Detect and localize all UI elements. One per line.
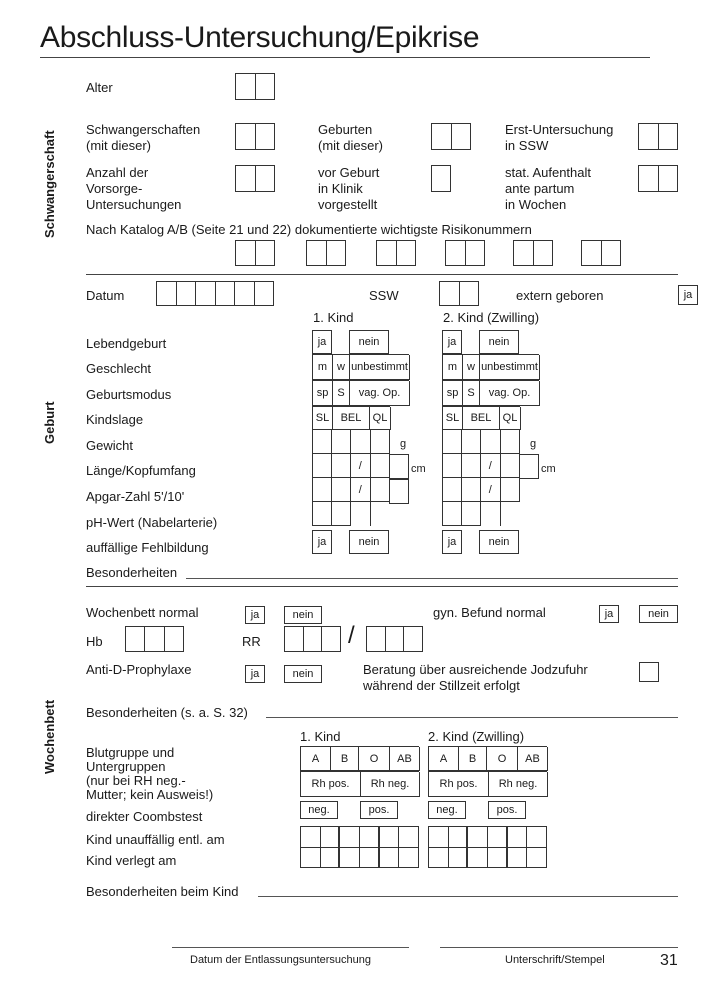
hb-label: Hb (86, 634, 103, 649)
kind1-laenge-extra[interactable] (389, 454, 409, 479)
kind2-laenge-extra[interactable] (519, 454, 539, 479)
datum-entlassung-line[interactable] (172, 947, 409, 948)
kind2-apgar-slash: / (481, 478, 501, 502)
kind1-messwerte[interactable] (312, 430, 390, 526)
kind1-s[interactable]: S (333, 381, 350, 406)
wb-kind2-bg-a[interactable]: A (429, 747, 459, 771)
unauffaellig-label: Kind unauffällig entl. am (86, 832, 225, 847)
ph-wert-label: pH-Wert (Nabelarterie) (86, 515, 218, 530)
kind1-laenge-unit: cm (411, 463, 426, 475)
wb-kind2-blutgruppe[interactable] (428, 746, 547, 771)
schwangerschaften-label: Schwangerschaften (mit dieser) (86, 122, 201, 153)
section-label-wochenbett: Wochenbett (42, 699, 57, 774)
besonderheiten-wochenbett-label: Besonderheiten (s. a. S. 32) (86, 705, 248, 720)
wb-kind2-bg-ab[interactable]: AB (518, 747, 548, 771)
besonderheiten-wochenbett-line[interactable] (266, 717, 678, 718)
wb-kind1-coombs-pos[interactable]: pos. (360, 801, 398, 819)
gyn-befund-ja[interactable]: ja (599, 605, 619, 623)
unterschrift-line[interactable] (440, 947, 678, 948)
vor-geburt-label: vor Geburt in Klinik vorgestellt (318, 165, 380, 212)
kind1-lebend-ja[interactable]: ja (312, 330, 332, 354)
wb-kind2-datum-grid[interactable] (428, 826, 547, 868)
extern-ja-checkbox[interactable]: ja (678, 285, 698, 305)
gyn-befund-nein[interactable]: nein (639, 605, 678, 623)
section-label-geburt: Geburt (42, 401, 57, 444)
alter-label: Alter (86, 80, 113, 95)
kind2-geschlecht[interactable] (442, 354, 539, 380)
wb-kind2-bg-b[interactable]: B (459, 747, 487, 771)
wb-kind2-rh[interactable] (428, 771, 547, 797)
kind1-apgar-slash: / (351, 478, 371, 502)
kind1-geschlecht[interactable] (312, 354, 409, 380)
besonderheiten-geburt-label: Besonderheiten (86, 565, 178, 580)
coombstest-label: direkter Coombstest (86, 809, 203, 824)
laenge-kopfumfang-label: Länge/Kopfumfang (86, 463, 196, 478)
beratung-jod-checkbox[interactable] (639, 662, 659, 682)
kind2-geburtsmodus[interactable] (442, 380, 539, 406)
alter-field[interactable] (235, 73, 275, 100)
lebendgeburt-label: Lebendgeburt (86, 336, 167, 351)
stat-aufenthalt-label: stat. Aufenthalt ante partum in Wochen (505, 165, 592, 212)
beratung-jod-label: Beratung über ausreichende Jodzufuhr während der Stillzeit erfolgt (363, 662, 588, 693)
hb-field[interactable] (125, 626, 184, 652)
kind1-fehlbildung-nein[interactable]: nein (349, 530, 389, 554)
kind2-s[interactable]: S (463, 381, 480, 406)
risikonummer-field-6[interactable] (581, 240, 621, 266)
kind1-kindslage[interactable] (312, 406, 390, 430)
wb-kind1-blutgruppe[interactable] (300, 746, 419, 771)
wb-kind1-bg-o[interactable]: O (359, 747, 390, 771)
wb-kind1-header: 1. Kind (300, 729, 341, 744)
title-rule (40, 57, 650, 58)
anti-d-label: Anti-D-Prophylaxe (86, 662, 192, 677)
anti-d-nein[interactable]: nein (284, 665, 322, 683)
wb-kind2-coombs-pos[interactable]: pos. (488, 801, 526, 819)
verlegt-label: Kind verlegt am (86, 853, 177, 868)
kind2-ql[interactable]: QL (500, 407, 521, 430)
wb-kind1-bg-b[interactable]: B (331, 747, 359, 771)
anti-d-ja[interactable]: ja (245, 665, 265, 683)
wb-kind1-rh-neg[interactable]: Rh neg. (361, 772, 420, 797)
page-number: 31 (660, 952, 678, 969)
kind1-sl[interactable]: SL (313, 407, 333, 430)
kind1-sp[interactable]: sp (313, 381, 333, 406)
kind1-fehlbildung-ja[interactable]: ja (312, 530, 332, 554)
rr-systolic-field[interactable] (284, 626, 341, 652)
rr-label: RR (242, 634, 261, 649)
kind2-laenge-unit: cm (541, 463, 556, 475)
risikonummer-field-2[interactable] (306, 240, 346, 266)
kind2-w[interactable]: w (463, 355, 480, 380)
rr-diastolic-field[interactable] (366, 626, 423, 652)
wb-kind1-bg-ab[interactable]: AB (390, 747, 420, 771)
kind2-messwerte[interactable] (442, 430, 520, 526)
gyn-befund-label: gyn. Befund normal (433, 605, 546, 620)
geschlecht-label: Geschlecht (86, 361, 152, 376)
wb-kind2-coombs-neg[interactable]: neg. (428, 801, 466, 819)
kind1-w[interactable]: w (333, 355, 350, 380)
anzahl-vorsorge-field[interactable] (235, 165, 275, 192)
wb-kind1-bg-a[interactable]: A (301, 747, 331, 771)
kind1-gewicht-unit: g (400, 438, 407, 450)
wb-kind2-header: 2. Kind (Zwilling) (428, 729, 525, 744)
wochenbett-normal-nein[interactable]: nein (284, 606, 322, 624)
kind2-sp[interactable]: sp (443, 381, 463, 406)
datum-field[interactable] (156, 281, 274, 306)
kind2-m[interactable]: m (443, 355, 463, 380)
wb-kind1-coombs-neg[interactable]: neg. (300, 801, 338, 819)
katalog-label: Nach Katalog A/B (Seite 21 und 22) dokumentierte wichtigste Risikonummern (86, 222, 532, 237)
kind2-laenge-slash: / (481, 454, 501, 478)
ssw-field[interactable] (439, 281, 479, 306)
kindslage-label: Kindslage (86, 412, 144, 427)
kind1-vag[interactable]: vag. Op. (350, 381, 410, 406)
wb-kind2-bg-o[interactable]: O (487, 747, 518, 771)
section-divider-2 (86, 586, 678, 587)
besonderheiten-kind-line[interactable] (258, 896, 678, 897)
wb-kind1-rh[interactable] (300, 771, 419, 797)
kind1-lebend-nein[interactable]: nein (349, 330, 389, 354)
stat-aufenthalt-field[interactable] (638, 165, 678, 192)
kind2-kindslage[interactable] (442, 406, 520, 430)
kind2-fehlbildung-ja[interactable]: ja (442, 530, 462, 554)
risikonummer-field-3[interactable] (376, 240, 416, 266)
datum-label: Datum (86, 288, 125, 303)
erst-untersuchung-label: Erst-Untersuchung in SSW (505, 122, 614, 153)
kind2-vag[interactable]: vag. Op. (480, 381, 540, 406)
wb-kind2-rh-neg[interactable]: Rh neg. (489, 772, 548, 797)
kind2-unbestimmt[interactable]: unbestimmt (480, 355, 540, 380)
geburten-label: Geburten (mit dieser) (318, 122, 384, 153)
geburtsmodus-label: Geburtsmodus (86, 387, 172, 402)
datum-entlassung-label: Datum der Entlassungsuntersuchung (190, 954, 371, 966)
besonderheiten-kind-label: Besonderheiten beim Kind (86, 884, 239, 899)
wochenbett-normal-ja[interactable]: ja (245, 606, 265, 624)
risikonummer-field-1[interactable] (235, 240, 275, 266)
risikonummer-field-4[interactable] (445, 240, 485, 266)
wb-kind1-rh-pos[interactable]: Rh pos. (301, 772, 361, 797)
kind2-fehlbildung-nein[interactable]: nein (479, 530, 519, 554)
kind1-laenge-slash: / (351, 454, 371, 478)
unterschrift-label: Unterschrift/Stempel (505, 954, 605, 966)
rr-slash: / (348, 622, 355, 649)
apgar-label: Apgar-Zahl 5'/10' (86, 489, 185, 504)
wb-kind2-rh-pos[interactable]: Rh pos. (429, 772, 489, 797)
kind1-unbestimmt[interactable]: unbestimmt (350, 355, 410, 380)
kind2-lebend-nein[interactable]: nein (479, 330, 519, 354)
schwangerschaften-field[interactable] (235, 123, 275, 150)
vor-geburt-checkbox[interactable] (431, 165, 451, 192)
extern-geboren-label: extern geboren (516, 288, 604, 303)
blutgruppe-label: Blutgruppe und Untergruppen (nur bei RH neg.- Mutter; kein Ausweis!) (86, 745, 214, 802)
kind1-apgar-extra[interactable] (389, 479, 409, 504)
kind2-bel[interactable]: BEL (463, 407, 500, 430)
kind1-ql[interactable]: QL (370, 407, 391, 430)
risikonummer-field-5[interactable] (513, 240, 553, 266)
page-title: Abschluss-Untersuchung/Epikrise (40, 21, 480, 54)
wb-kind1-datum-grid[interactable] (300, 826, 419, 868)
kind2-sl[interactable]: SL (443, 407, 463, 430)
kind2-lebend-ja[interactable]: ja (442, 330, 462, 354)
kind1-bel[interactable]: BEL (333, 407, 370, 430)
erst-untersuchung-field[interactable] (638, 123, 678, 150)
kind1-header: 1. Kind (313, 310, 354, 325)
ssw-label: SSW (369, 288, 399, 303)
kind1-m[interactable]: m (313, 355, 333, 380)
section-divider (86, 274, 678, 275)
section-label-schwangerschaft: Schwangerschaft (42, 130, 57, 238)
besonderheiten-geburt-line[interactable] (186, 578, 678, 579)
fehlbildung-label: auffällige Fehlbildung (86, 540, 209, 555)
geburten-field[interactable] (431, 123, 471, 150)
kind1-geburtsmodus[interactable] (312, 380, 409, 406)
kind2-gewicht-unit: g (530, 438, 537, 450)
wochenbett-normal-label: Wochenbett normal (86, 605, 199, 620)
anzahl-vorsorge-label: Anzahl der Vorsorge- Untersuchungen (86, 165, 182, 212)
kind2-header: 2. Kind (Zwilling) (443, 310, 540, 325)
gewicht-label: Gewicht (86, 438, 133, 453)
